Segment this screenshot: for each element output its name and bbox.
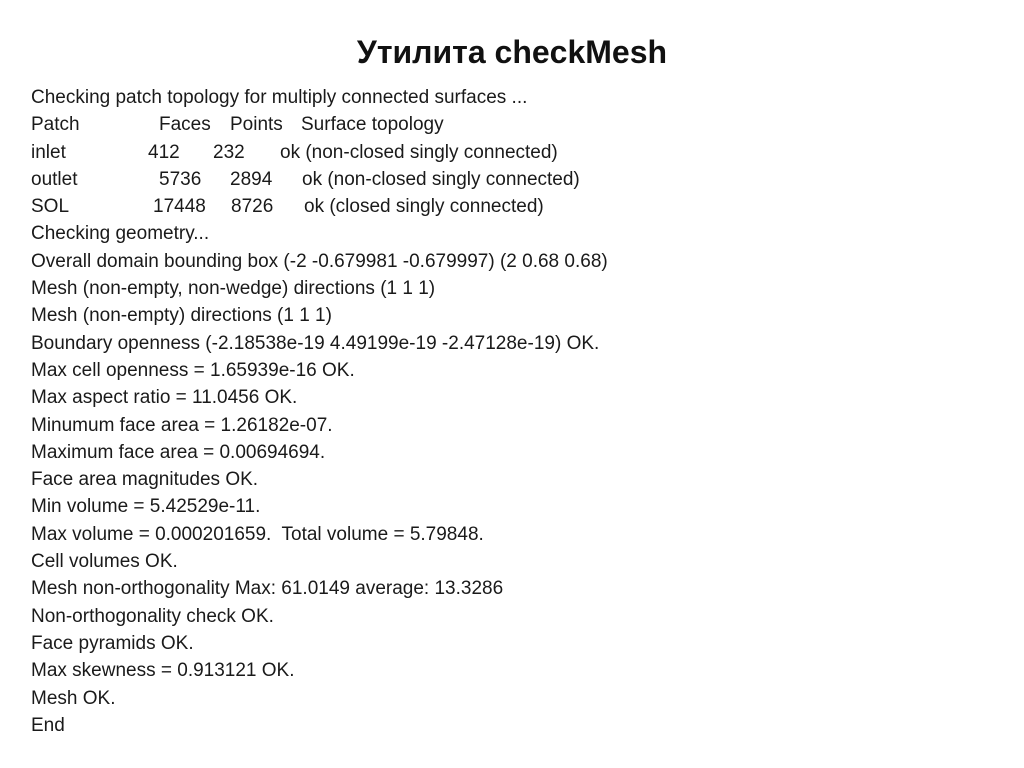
patch-topology: ok (non-closed singly connected)	[280, 141, 558, 163]
output-line: Non-orthogonality check OK.	[31, 605, 274, 627]
patch-row	[31, 193, 991, 220]
output-line: Mesh (non-empty) directions (1 1 1)	[31, 305, 332, 327]
output-line: Face area magnitudes OK.	[31, 469, 259, 491]
patch-row	[31, 166, 991, 193]
output-line: Checking patch topology for multiply connected surfaces ...	[31, 87, 528, 108]
output-line: Min volume = 5.42529e-11.	[31, 496, 261, 518]
output-line: Checking geometry...	[31, 223, 210, 245]
output-line: Max aspect ratio = 11.0456 OK.	[31, 387, 298, 409]
output-line: Maximum face area = 0.00694694.	[31, 441, 326, 463]
output-line: End	[31, 714, 65, 736]
output-line: Mesh OK.	[31, 687, 116, 709]
patch-points: 2894	[230, 168, 273, 190]
output-line: Minumum face area = 1.26182e-07.	[31, 414, 333, 436]
output-line: Overall domain bounding box (-2 -0.679981 -0.679997) (2 0.68 0.68)	[31, 250, 608, 272]
patch-table-header	[31, 111, 991, 138]
patch-points: 232	[213, 141, 245, 163]
checkmesh-output	[31, 84, 991, 739]
output-line: Max cell openness = 1.65939e-16 OK.	[31, 359, 355, 381]
output-line: Face pyramids OK.	[31, 632, 194, 654]
patch-row	[31, 139, 991, 166]
patch-points: 8726	[231, 196, 274, 218]
output-line: Max volume = 0.000201659. Total volume = 5.79848.	[31, 523, 484, 545]
output-line: Mesh non-orthogonality Max: 61.0149 average: 13.3286	[31, 578, 504, 600]
patch-name: outlet	[31, 168, 78, 190]
header-surface-topology: Surface topology	[301, 114, 444, 136]
header-patch: Patch	[31, 114, 80, 136]
patch-faces: 5736	[159, 168, 202, 190]
patch-topology: ok (non-closed singly connected)	[302, 168, 580, 190]
header-points: Points	[230, 114, 283, 136]
patch-faces: 17448	[153, 196, 206, 218]
patch-faces: 412	[148, 141, 180, 163]
header-faces: Faces	[159, 114, 211, 136]
slide-title: Утилита checkMesh	[356, 34, 668, 70]
output-line: Boundary openness (-2.18538e-19 4.49199e-19 -2.47128e-19) OK.	[31, 332, 600, 354]
output-line: Cell volumes OK.	[31, 551, 178, 573]
patch-topology: ok (closed singly connected)	[304, 196, 544, 218]
patch-name: SOL	[31, 196, 70, 218]
output-line: Max skewness = 0.913121 OK.	[31, 660, 295, 682]
patch-name: inlet	[31, 141, 66, 163]
output-line: Mesh (non-empty, non-wedge) directions (1 1 1)	[31, 278, 436, 300]
